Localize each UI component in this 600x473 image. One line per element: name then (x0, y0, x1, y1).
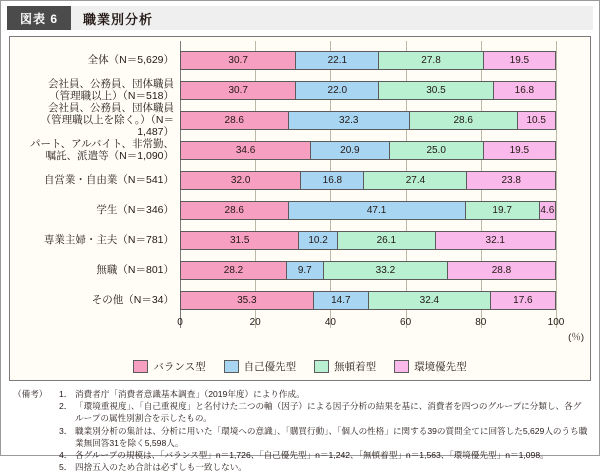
notes-body (59, 388, 589, 473)
note-number: 3． (59, 425, 73, 436)
note-number: 4． (59, 450, 73, 461)
stacked-bar (180, 141, 556, 160)
chart-legend (10, 359, 590, 374)
stacked-bar (180, 231, 556, 250)
bar-segment: 31.5 (180, 231, 298, 250)
legend-label: バランス型 (153, 361, 206, 373)
bar-segment: 32.0 (180, 171, 300, 190)
x-tick-label: 80 (475, 317, 487, 328)
bar-segment: 19.7 (465, 201, 539, 220)
bar-segment: 4.6 (539, 201, 556, 220)
chart-row (10, 135, 590, 165)
chart-row (10, 101, 590, 139)
note-number: 5． (59, 462, 73, 473)
bar-segment: 19.5 (483, 51, 556, 70)
note-text: 消費者庁「消費者意識基本調査」（2019年度）により作成。 (75, 389, 305, 399)
bar-segment: 20.9 (310, 141, 389, 160)
note-item (59, 400, 589, 424)
category-label: パート、アルバイト、非常勤、 嘱託、派遣等（N＝1,090） (30, 137, 174, 162)
x-tick-label: 100 (547, 317, 565, 328)
note-text: 四捨五入のため合計は必ずしも一致しない。 (75, 462, 247, 473)
bar-segment: 25.0 (389, 141, 483, 160)
x-tick-label: 0 (177, 317, 183, 328)
page-title: 職業別分析 (71, 6, 593, 30)
chart-row (10, 255, 590, 285)
stacked-bar (180, 201, 556, 220)
bar-segment: 28.6 (409, 111, 517, 130)
stacked-bar (180, 261, 556, 280)
legend-item (394, 359, 467, 374)
bar-segment: 30.7 (180, 81, 295, 100)
x-axis (177, 317, 565, 335)
figure-notes (13, 388, 589, 473)
bar-segment: 30.5 (378, 81, 493, 100)
category-label: その他（N＝34） (91, 293, 174, 306)
legend-label: 環境優先型 (414, 361, 467, 373)
note-text: 職業別分析の集計は、分析に用いた「環境への意識」、「購買行動」、「個人の性格」に関する39の質問全てに回答した5,629人のうち職業無回答31を除く5,598人。 (75, 425, 588, 448)
note-item (59, 449, 589, 461)
stacked-bar (180, 111, 556, 130)
stacked-bar (180, 291, 556, 310)
x-tick-label: 60 (400, 317, 412, 328)
bar-segment: 16.8 (493, 81, 556, 100)
category-label: 会社員、公務員、団体職員 （管理職以上を除く。）（N＝1,487） (40, 101, 174, 139)
bar-segment: 10.2 (298, 231, 336, 250)
bar-segment: 28.2 (180, 261, 286, 280)
x-axis-unit: (％) (568, 332, 584, 343)
bar-segment: 27.4 (363, 171, 466, 190)
category-label: 無職（N＝801） (96, 263, 174, 276)
bar-segment: 47.1 (288, 201, 465, 220)
category-label: 会社員、公務員、団体職員 （管理職以上）（N＝518） (48, 77, 174, 102)
stacked-bar-plot (10, 37, 590, 380)
chart-row (10, 225, 590, 255)
bar-segment: 27.8 (378, 51, 482, 70)
bar-segment: 35.3 (180, 291, 313, 310)
bar-segment: 10.5 (517, 111, 556, 130)
legend-item (314, 359, 376, 374)
note-item (59, 461, 589, 473)
legend-item (133, 359, 205, 374)
bar-segment: 26.1 (337, 231, 435, 250)
legend-swatch (394, 360, 409, 373)
category-label: 学生（N＝346） (96, 203, 174, 216)
stacked-bar (180, 51, 556, 70)
category-label: 自営業・自由業（N＝541） (43, 173, 174, 186)
note-item (59, 388, 589, 400)
bar-segment: 28.6 (180, 111, 288, 130)
x-tick-label: 40 (324, 317, 336, 328)
chart-row (10, 165, 590, 195)
notes-label: （備考） (13, 389, 48, 399)
chart-row (10, 75, 590, 105)
bar-segment: 14.7 (313, 291, 368, 310)
legend-label: 自己優先型 (243, 361, 297, 373)
bar-segment: 34.6 (180, 141, 310, 160)
note-text: 各グループの規模は、「バランス型」n＝1,726、「自己優先型」n＝1,242、「無頓着型」n＝1,563、「環境優先型」n＝1,098。 (75, 450, 549, 461)
bar-segment: 23.8 (466, 171, 555, 190)
note-number: 2． (59, 401, 73, 412)
bar-segment: 32.3 (288, 111, 409, 130)
bar-segment: 32.1 (435, 231, 556, 250)
chart-row (10, 285, 590, 315)
legend-swatch (133, 360, 148, 373)
bar-segment: 19.5 (483, 141, 556, 160)
bar-segment: 33.2 (323, 261, 448, 280)
bar-segment: 17.6 (490, 291, 556, 310)
note-text: 「環境重視度」、「自己重視度」と名付けた二つの軸（因子）による因子分析の結果を基に、消費者を四つのグループに分類し、各グループの属性別割合を示したもの。 (75, 401, 582, 424)
note-number: 1． (59, 389, 73, 399)
bar-segment: 22.0 (295, 81, 378, 100)
chart-row (10, 195, 590, 225)
legend-label: 無頓着型 (334, 361, 377, 373)
stacked-bar (180, 81, 556, 100)
bar-segment: 32.4 (368, 291, 490, 310)
category-label: 専業主婦・主夫（N＝781） (43, 233, 174, 246)
note-item (59, 425, 589, 449)
legend-swatch (224, 360, 239, 373)
bar-segment: 28.6 (180, 201, 288, 220)
figure-tag: 図表 6 (7, 6, 71, 30)
figure-header (7, 6, 593, 30)
bar-segment: 16.8 (300, 171, 363, 190)
bar-segment: 30.7 (180, 51, 295, 70)
legend-item (224, 359, 297, 374)
bar-segment: 22.1 (295, 51, 378, 70)
legend-swatch (314, 360, 329, 373)
category-label: 全体（N＝5,629） (87, 53, 174, 66)
x-tick-label: 20 (249, 317, 261, 328)
stacked-bar (180, 171, 556, 190)
chart-container (9, 36, 591, 381)
bar-segment: 28.8 (447, 261, 555, 280)
bar-segment: 9.7 (286, 261, 322, 280)
chart-row (10, 45, 590, 75)
